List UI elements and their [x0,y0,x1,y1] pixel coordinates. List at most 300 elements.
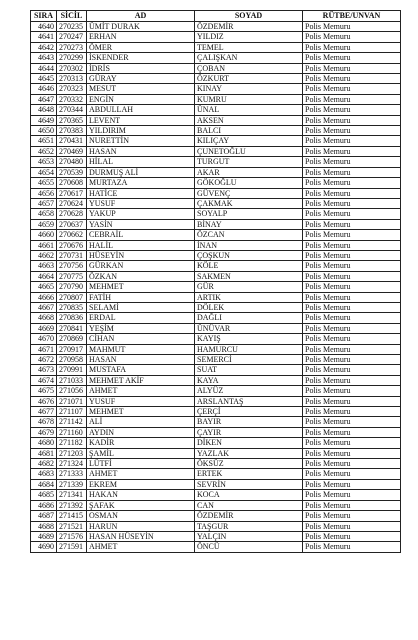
cell-sira: 4651 [31,136,57,146]
cell-rutbe: Polis Memuru [303,126,401,136]
cell-sicil: 270775 [57,271,87,281]
cell-sira: 4662 [31,250,57,260]
table-row [31,146,401,156]
cell-sicil: 271071 [57,396,87,406]
table-row [31,157,401,167]
header-sira: SIRA [31,11,57,22]
cell-rutbe: Polis Memuru [303,271,401,281]
cell-sira: 4653 [31,157,57,167]
cell-sira: 4665 [31,282,57,292]
table-row [31,302,401,312]
cell-soyad: KUMRU [195,94,303,104]
cell-rutbe: Polis Memuru [303,334,401,344]
cell-ad: İDRİS [87,63,195,73]
cell-soyad: ÖZCAN [195,230,303,240]
cell-soyad: DİKEN [195,438,303,448]
cell-rutbe: Polis Memuru [303,469,401,479]
cell-soyad: GÜVENÇ [195,188,303,198]
cell-ad: ENGİN [87,94,195,104]
cell-soyad: HAMURCU [195,344,303,354]
cell-soyad: YILDIZ [195,32,303,42]
table-row [31,459,401,469]
table-row [31,219,401,229]
table-row [31,313,401,323]
cell-sira: 4671 [31,344,57,354]
cell-ad: YUSUF [87,396,195,406]
cell-ad: OSMAN [87,511,195,521]
cell-ad: YUSUF [87,198,195,208]
table-row [31,126,401,136]
cell-rutbe: Polis Memuru [303,209,401,219]
cell-sicil: 271142 [57,417,87,427]
table-row [31,531,401,541]
cell-soyad: SEMERCİ [195,355,303,365]
cell-sicil: 270539 [57,167,87,177]
cell-rutbe: Polis Memuru [303,427,401,437]
cell-rutbe: Polis Memuru [303,375,401,385]
cell-ad: ÖZKAN [87,271,195,281]
cell-soyad: ÜNAL [195,105,303,115]
cell-ad: HALİL [87,240,195,250]
cell-ad: AHMET [87,386,195,396]
cell-ad: SELAMİ [87,302,195,312]
table-row [31,188,401,198]
table-row [31,396,401,406]
table-row [31,334,401,344]
cell-sicil: 271107 [57,407,87,417]
cell-ad: ÜMİT DURAK [87,22,195,32]
cell-ad: YILDIRIM [87,126,195,136]
table-row [31,94,401,104]
cell-ad: CİHAN [87,334,195,344]
cell-sicil: 270676 [57,240,87,250]
cell-sira: 4684 [31,479,57,489]
cell-soyad: ALYÜZ [195,386,303,396]
cell-sira: 4661 [31,240,57,250]
cell-rutbe: Polis Memuru [303,459,401,469]
cell-soyad: AKSEN [195,115,303,125]
cell-rutbe: Polis Memuru [303,22,401,32]
cell-sira: 4667 [31,302,57,312]
cell-rutbe: Polis Memuru [303,500,401,510]
cell-soyad: İNAN [195,240,303,250]
cell-sicil: 270469 [57,146,87,156]
cell-sicil: 270628 [57,209,87,219]
table-row [31,386,401,396]
cell-rutbe: Polis Memuru [303,365,401,375]
cell-rutbe: Polis Memuru [303,386,401,396]
table-row [31,42,401,52]
cell-sicil: 270617 [57,188,87,198]
table-row [31,22,401,32]
cell-sicil: 270835 [57,302,87,312]
cell-sira: 4679 [31,427,57,437]
cell-ad: AYDIN [87,427,195,437]
cell-ad: MAHMUT [87,344,195,354]
cell-sira: 4669 [31,323,57,333]
cell-sira: 4645 [31,74,57,84]
cell-ad: MEHMET [87,282,195,292]
table-row [31,167,401,177]
cell-sicil: 271203 [57,448,87,458]
cell-soyad: ÇALIŞKAN [195,53,303,63]
cell-rutbe: Polis Memuru [303,136,401,146]
table-row [31,355,401,365]
cell-sicil: 270247 [57,32,87,42]
cell-sira: 4680 [31,438,57,448]
cell-rutbe: Polis Memuru [303,178,401,188]
cell-rutbe: Polis Memuru [303,105,401,115]
cell-rutbe: Polis Memuru [303,448,401,458]
cell-sira: 4648 [31,105,57,115]
cell-rutbe: Polis Memuru [303,84,401,94]
table-row [31,63,401,73]
table-row [31,282,401,292]
cell-soyad: SOYALP [195,209,303,219]
cell-sicil: 271324 [57,459,87,469]
cell-ad: YASİN [87,219,195,229]
table-row [31,521,401,531]
cell-sicil: 270836 [57,313,87,323]
cell-soyad: CAN [195,500,303,510]
cell-sicil: 270807 [57,292,87,302]
cell-sicil: 271182 [57,438,87,448]
cell-sicil: 270608 [57,178,87,188]
cell-rutbe: Polis Memuru [303,53,401,63]
cell-soyad: ERTEK [195,469,303,479]
cell-rutbe: Polis Memuru [303,407,401,417]
cell-sira: 4649 [31,115,57,125]
table-row [31,209,401,219]
cell-sicil: 270235 [57,22,87,32]
cell-sicil: 270991 [57,365,87,375]
cell-rutbe: Polis Memuru [303,355,401,365]
cell-ad: LEVENT [87,115,195,125]
cell-sira: 4668 [31,313,57,323]
cell-rutbe: Polis Memuru [303,282,401,292]
table-row [31,438,401,448]
cell-soyad: ÇUNETOĞLU [195,146,303,156]
cell-sicil: 271392 [57,500,87,510]
cell-sira: 4689 [31,531,57,541]
cell-ad: ÖMER [87,42,195,52]
header-soyad: SOYAD [195,11,303,22]
cell-rutbe: Polis Memuru [303,323,401,333]
cell-rutbe: Polis Memuru [303,230,401,240]
cell-sira: 4687 [31,511,57,521]
cell-ad: EKREM [87,479,195,489]
cell-ad: HARUN [87,521,195,531]
cell-sira: 4663 [31,261,57,271]
cell-sicil: 270958 [57,355,87,365]
cell-sicil: 270637 [57,219,87,229]
cell-sira: 4655 [31,178,57,188]
cell-sira: 4660 [31,230,57,240]
cell-sicil: 270302 [57,63,87,73]
cell-sira: 4673 [31,365,57,375]
cell-sicil: 270431 [57,136,87,146]
cell-ad: İSKENDER [87,53,195,63]
cell-rutbe: Polis Memuru [303,157,401,167]
table-row [31,271,401,281]
table-row [31,178,401,188]
cell-sira: 4652 [31,146,57,156]
table-header-row [31,11,401,22]
cell-soyad: BALCI [195,126,303,136]
table-row [31,417,401,427]
table-row [31,323,401,333]
cell-rutbe: Polis Memuru [303,292,401,302]
cell-sira: 4682 [31,459,57,469]
cell-soyad: ÇAKMAK [195,198,303,208]
cell-sira: 4658 [31,209,57,219]
cell-soyad: KILIÇAY [195,136,303,146]
cell-ad: MEHMET [87,407,195,417]
cell-rutbe: Polis Memuru [303,188,401,198]
cell-sira: 4642 [31,42,57,52]
cell-sira: 4643 [31,53,57,63]
cell-sicil: 271160 [57,427,87,437]
cell-ad: HÜSEYİN [87,250,195,260]
cell-sira: 4683 [31,469,57,479]
cell-soyad: ÜNÜVAR [195,323,303,333]
table-row [31,500,401,510]
cell-soyad: ARSLANTAŞ [195,396,303,406]
cell-sicil: 270841 [57,323,87,333]
cell-soyad: KAYA [195,375,303,385]
cell-ad: YEŞİM [87,323,195,333]
cell-ad: ŞAFAK [87,500,195,510]
cell-ad: HASAN [87,355,195,365]
table-row [31,469,401,479]
cell-sira: 4647 [31,94,57,104]
cell-sira: 4678 [31,417,57,427]
cell-rutbe: Polis Memuru [303,32,401,42]
cell-soyad: YALÇIN [195,531,303,541]
cell-sicil: 270365 [57,115,87,125]
cell-sira: 4664 [31,271,57,281]
cell-rutbe: Polis Memuru [303,396,401,406]
cell-sira: 4650 [31,126,57,136]
table-row [31,375,401,385]
cell-soyad: SAKMEN [195,271,303,281]
cell-rutbe: Polis Memuru [303,490,401,500]
cell-ad: AHMET [87,469,195,479]
table-row [31,479,401,489]
cell-sira: 4656 [31,188,57,198]
table-row [31,115,401,125]
cell-soyad: DÖLEK [195,302,303,312]
cell-rutbe: Polis Memuru [303,344,401,354]
cell-sira: 4640 [31,22,57,32]
cell-soyad: ÖZDEMİR [195,511,303,521]
cell-ad: CEBRAİL [87,230,195,240]
cell-sira: 4681 [31,448,57,458]
personnel-table [30,10,401,553]
cell-rutbe: Polis Memuru [303,115,401,125]
cell-rutbe: Polis Memuru [303,302,401,312]
cell-ad: HATİCE [87,188,195,198]
cell-sicil: 271339 [57,479,87,489]
table-row [31,105,401,115]
cell-soyad: BİNAY [195,219,303,229]
cell-rutbe: Polis Memuru [303,521,401,531]
cell-ad: ERDAL [87,313,195,323]
cell-rutbe: Polis Memuru [303,250,401,260]
cell-sicil: 271415 [57,511,87,521]
table-row [31,292,401,302]
cell-rutbe: Polis Memuru [303,146,401,156]
cell-sira: 4672 [31,355,57,365]
cell-ad: DURMUŞ ALİ [87,167,195,177]
cell-sicil: 270662 [57,230,87,240]
cell-sicil: 270383 [57,126,87,136]
table-row [31,511,401,521]
cell-ad: GÜRKAN [87,261,195,271]
cell-rutbe: Polis Memuru [303,313,401,323]
cell-sira: 4657 [31,198,57,208]
cell-ad: MURTAZA [87,178,195,188]
cell-sicil: 270790 [57,282,87,292]
cell-sira: 4644 [31,63,57,73]
cell-soyad: YAZLAK [195,448,303,458]
cell-ad: GÜRAY [87,74,195,84]
cell-ad: NURETTİN [87,136,195,146]
table-row [31,407,401,417]
cell-soyad: ÖNCÜ [195,542,303,552]
table-row [31,344,401,354]
cell-sicil: 271033 [57,375,87,385]
table-row [31,427,401,437]
cell-rutbe: Polis Memuru [303,240,401,250]
cell-ad: ABDULLAH [87,105,195,115]
cell-sira: 4641 [31,32,57,42]
cell-soyad: SUAT [195,365,303,375]
table-row [31,261,401,271]
table-row [31,490,401,500]
cell-ad: HİLAL [87,157,195,167]
cell-soyad: ÇOŞKUN [195,250,303,260]
cell-sicil: 271576 [57,531,87,541]
cell-soyad: ÖZDEMİR [195,22,303,32]
cell-sicil: 270323 [57,84,87,94]
cell-ad: MEHMET AKİF [87,375,195,385]
cell-soyad: KAYIŞ [195,334,303,344]
cell-sicil: 270299 [57,53,87,63]
cell-sicil: 270731 [57,250,87,260]
cell-soyad: TEMEL [195,42,303,52]
cell-soyad: ÇERÇİ [195,407,303,417]
cell-sicil: 270313 [57,74,87,84]
cell-soyad: GÜR [195,282,303,292]
cell-ad: MUSTAFA [87,365,195,375]
cell-soyad: ÇAYIR [195,427,303,437]
cell-sira: 4654 [31,167,57,177]
cell-soyad: ÖKSÜZ [195,459,303,469]
cell-sira: 4659 [31,219,57,229]
cell-sira: 4690 [31,542,57,552]
cell-ad: ERHAN [87,32,195,42]
header-rutbe: RÜTBE/UNVAN [303,11,401,22]
cell-sicil: 271521 [57,521,87,531]
cell-soyad: ÖZKURT [195,74,303,84]
cell-rutbe: Polis Memuru [303,479,401,489]
table-body [31,22,401,553]
cell-rutbe: Polis Memuru [303,94,401,104]
table-row [31,74,401,84]
cell-sicil: 271333 [57,469,87,479]
cell-sira: 4646 [31,84,57,94]
cell-ad: YAKUP [87,209,195,219]
cell-sira: 4670 [31,334,57,344]
cell-soyad: ARTIK [195,292,303,302]
cell-rutbe: Polis Memuru [303,63,401,73]
cell-rutbe: Polis Memuru [303,74,401,84]
cell-soyad: KINAY [195,84,303,94]
cell-rutbe: Polis Memuru [303,198,401,208]
cell-sicil: 270756 [57,261,87,271]
cell-rutbe: Polis Memuru [303,42,401,52]
table-row [31,542,401,552]
cell-sicil: 270624 [57,198,87,208]
cell-sira: 4677 [31,407,57,417]
cell-sicil: 270869 [57,334,87,344]
table-row [31,365,401,375]
cell-sira: 4686 [31,500,57,510]
cell-ad: HASAN HÜSEYİN [87,531,195,541]
cell-sicil: 270480 [57,157,87,167]
header-sicil: SİCİL [57,11,87,22]
cell-ad: AHMET [87,542,195,552]
cell-rutbe: Polis Memuru [303,261,401,271]
cell-rutbe: Polis Memuru [303,438,401,448]
cell-sicil: 270344 [57,105,87,115]
cell-rutbe: Polis Memuru [303,542,401,552]
cell-ad: HAKAN [87,490,195,500]
cell-soyad: KOCA [195,490,303,500]
table-row [31,230,401,240]
cell-rutbe: Polis Memuru [303,417,401,427]
cell-rutbe: Polis Memuru [303,167,401,177]
table-row [31,240,401,250]
cell-rutbe: Polis Memuru [303,531,401,541]
table-row [31,32,401,42]
cell-sicil: 271591 [57,542,87,552]
cell-soyad: GÖKOĞLU [195,178,303,188]
cell-ad: ALİ [87,417,195,427]
cell-soyad: SEVRİN [195,479,303,489]
cell-soyad: DAĞLI [195,313,303,323]
cell-sicil: 270273 [57,42,87,52]
header-ad: AD [87,11,195,22]
table-row [31,136,401,146]
table-row [31,53,401,63]
cell-soyad: AKAR [195,167,303,177]
cell-sicil: 270917 [57,344,87,354]
cell-soyad: TAŞGUR [195,521,303,531]
cell-soyad: BAYIR [195,417,303,427]
cell-soyad: ÇOBAN [195,63,303,73]
cell-sicil: 271056 [57,386,87,396]
cell-sira: 4666 [31,292,57,302]
cell-sicil: 271341 [57,490,87,500]
cell-sira: 4675 [31,386,57,396]
table-row [31,84,401,94]
cell-ad: KADİR [87,438,195,448]
cell-ad: LÜTFİ [87,459,195,469]
cell-soyad: KÖLE [195,261,303,271]
table-row [31,250,401,260]
